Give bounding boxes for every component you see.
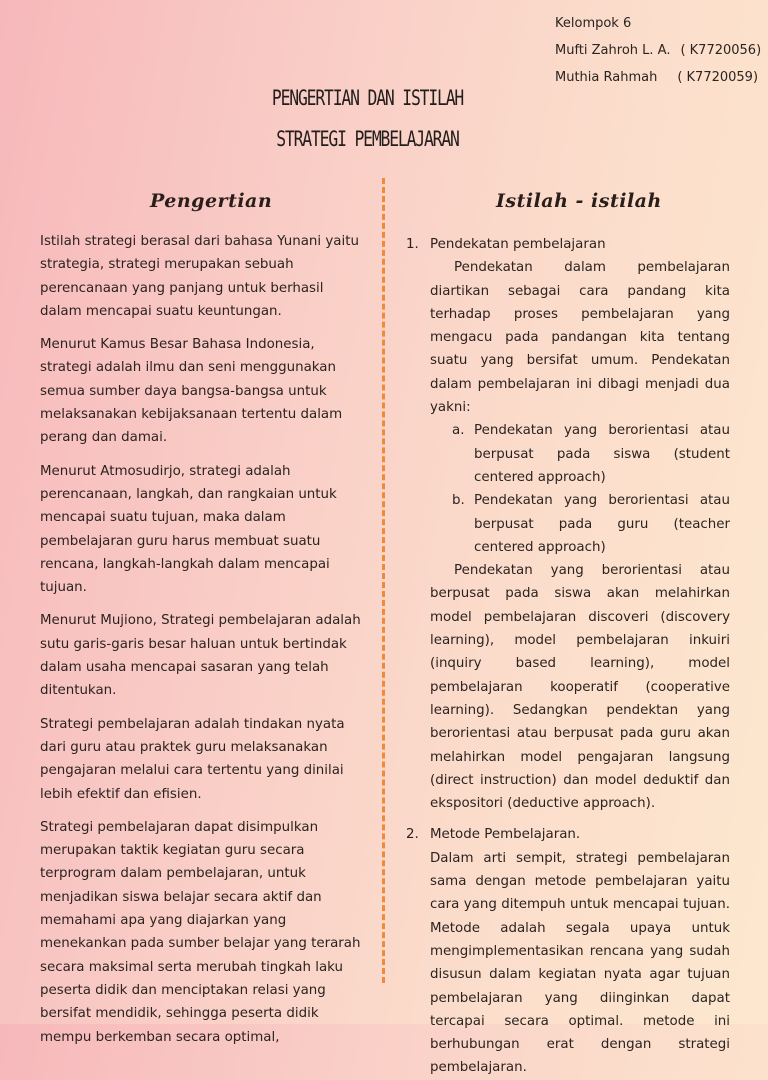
section-heading-pengertian: Pengertian <box>150 190 273 212</box>
item-number: 2. <box>406 827 419 843</box>
item-intro: Pendekatan dalam pembelajaran diartikan sebagai cara pandang kita terhadap proses pembelajaran yang mengacu pada pandangan kita tentang suatu yang bersifat umum. Pendekatan dalam pembelajaran ini dibagi menjadi dua yakni: <box>430 260 730 416</box>
item-text: Dalam arti sempit, strategi pembelajaran sama dengan metode pembelajaran yaitu cara yang ditempuh untuk mencapai tujuan. Metode adalah segala upaya untuk mengimplementasikan rencana yang sudah disusun dalam kegiatan nyata agar tujuan pembelajaran yang diinginkan dapat tercapai secara optimal. metode ini berhubungan erat dengan strategi pembelajaran. <box>430 850 730 1076</box>
paragraph: Menurut Kamus Besar Bahasa Indonesia, strategi adalah ilmu dan seni menggunakan semua sumber daya bangsa-bangsa untuk melaksanakan kebijaksanaan tertentu dalam perang dan damai. <box>40 337 343 446</box>
item-outro: Pendekatan yang berorientasi atau berpusat pada siswa akan melahirkan model pembelajaran discoveri (discovery learning), model pembelajaran inkuiri (inquiry based learning), model pembelajaran kooperatif (cooperative learning). Sedangkan pendektan yang berorientasi atau berpusat pada guru akan melahirkan model pengajaran langsung (direct instruction) dan model deduktif dan ekspositori (deductive approach). <box>430 563 730 812</box>
member-nim: ( K7720056) <box>680 43 762 58</box>
istilah-column <box>406 233 730 1080</box>
group-member-2 <box>555 64 761 91</box>
item-title: Metode Pembelajaran. <box>430 827 581 843</box>
item-number: 1. <box>406 237 419 252</box>
sub-letter: b. <box>452 493 465 509</box>
paragraph: Strategi pembelajaran adalah tindakan nyata dari guru atau praktek guru melaksanakan pengajaran melalui cara tertentu yang dinilai lebih efektif dan efisien. <box>40 716 345 802</box>
title-line-1: PENGERTIAN DAN ISTILAH <box>271 86 464 110</box>
item-title: Pendekatan pembelajaran <box>430 237 606 252</box>
sub-text: Pendekatan yang berorientasi atau berpusat pada siswa (student centered approach) <box>474 423 730 485</box>
sub-letter: a. <box>452 423 465 439</box>
group-name: Kelompok 6 <box>555 16 632 31</box>
sub-item <box>430 419 730 489</box>
list-item <box>406 823 730 1079</box>
page-title <box>249 78 487 160</box>
pengertian-column <box>40 230 362 1059</box>
sub-item <box>430 489 730 559</box>
member-name: Muthia Rahmah <box>555 70 658 85</box>
group-info <box>555 10 761 91</box>
list-item <box>406 233 730 815</box>
sub-text: Pendekatan yang berorientasi atau berpusat pada guru (teacher centered approach) <box>474 493 730 555</box>
title-line-2: STRATEGI PEMBELAJARAN <box>276 127 459 151</box>
paragraph: Menurut Mujiono, Strategi pembelajaran adalah sutu garis-garis besar haluan untuk bertindak dalam usaha mencapai sasaran yang telah ditentukan. <box>40 613 361 699</box>
paragraph: Istilah strategi berasal dari bahasa Yunani yaitu strategia, strategi merupakan sebuah perencanaan yang panjang untuk berhasil dalam mencapai suatu keuntungan. <box>40 234 359 319</box>
paragraph: Menurut Atmosudirjo, strategi adalah perencanaan, langkah, dan rangkaian untuk mencapai suatu tujuan, maka dalam pembelajaran guru harus membuat suatu rencana, langkah-langkah dalam mencapai tujuan. <box>40 463 337 596</box>
member-nim: ( K7720059) <box>677 70 759 85</box>
column-divider <box>382 178 385 983</box>
member-name: Mufti Zahroh L. A. <box>555 43 671 58</box>
group-member-1 <box>555 37 761 64</box>
paragraph: Strategi pembelajaran dapat disimpulkan merupakan taktik kegiatan guru secara terprogram dalam pembelajaran, untuk menjadikan siswa belajar secara aktif dan memahami apa yang diajarkan yang menekankan pada sumber belajar yang terarah secara maksimal serta merubah tingkah laku peserta didik dan menciptakan relasi yang bersifat mendidik, sehingga peserta didik mempu berkemban secara optimal, <box>40 819 361 1045</box>
section-heading-istilah: Istilah - istilah <box>496 190 662 212</box>
